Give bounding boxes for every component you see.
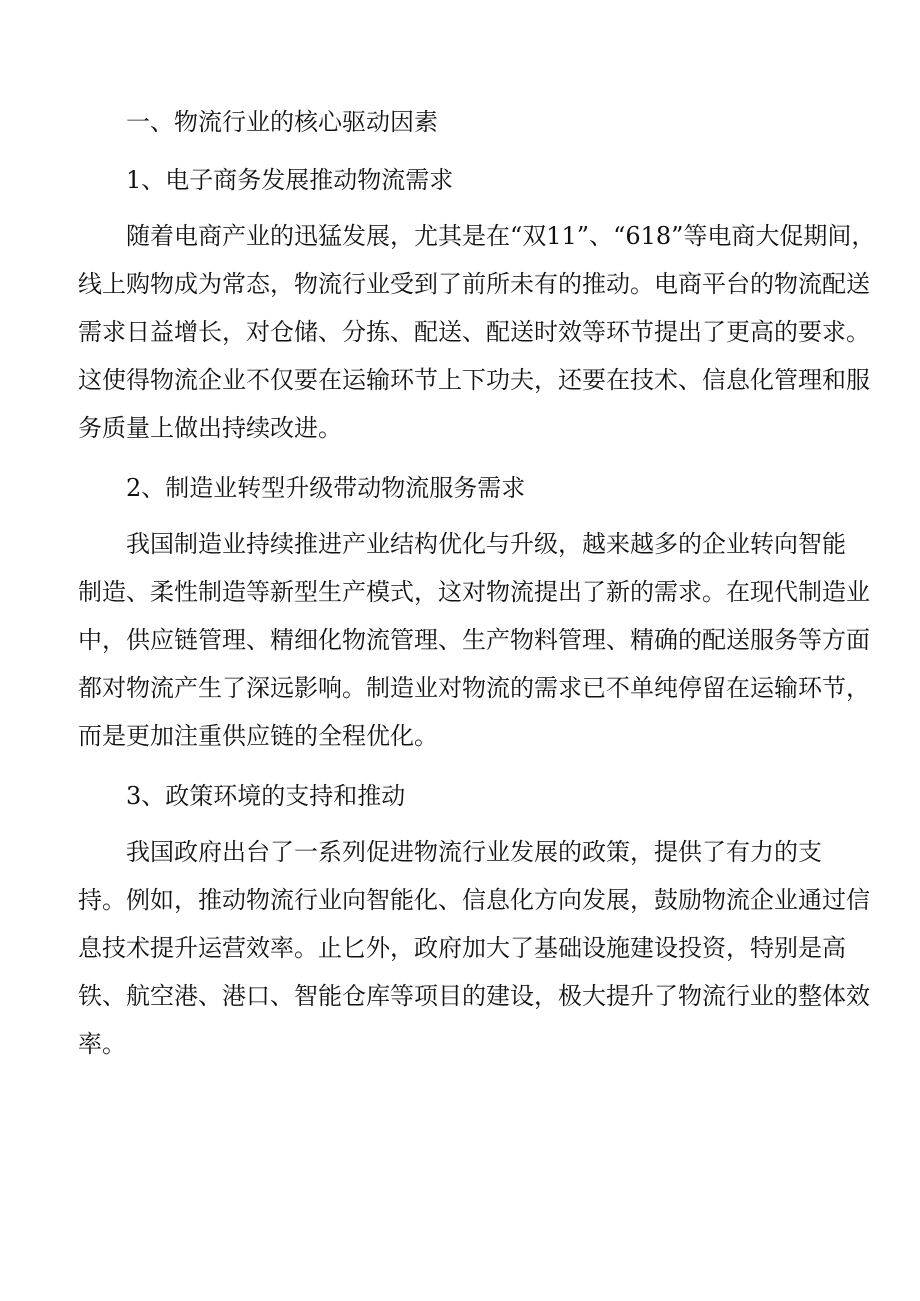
paragraph-line: 都对物流产生了深远影响。制造业对物流的需求已不单纯停留在运输环节， bbox=[78, 674, 870, 702]
paragraph-line: 我国政府出台了一系列促进物流行业发展的政策，提供了有力的支 bbox=[126, 838, 822, 866]
paragraph-line: 我国制造业持续推进产业结构优化与升级，越来越多的企业转向智能 bbox=[126, 530, 846, 558]
paragraph-line: 这使得物流企业不仅要在运输环节上下功夫，还要在技术、信息化管理和服 bbox=[78, 366, 870, 394]
document-body bbox=[78, 98, 876, 1080]
paragraph-line: 线上购物成为常态，物流行业受到了前所未有的推动。电商平台的物流配送 bbox=[78, 270, 870, 298]
paragraph-line: 率。 bbox=[78, 1030, 126, 1058]
section-paragraph-2 bbox=[78, 520, 870, 760]
section-paragraph-3 bbox=[78, 828, 870, 1068]
paragraph-line: 而是更加注重供应链的全程优化。 bbox=[78, 722, 438, 750]
paragraph-line: 中，供应链管理、精细化物流管理、生产物料管理、精确的配送服务等方面 bbox=[78, 626, 870, 654]
section-heading-3: 3、政策环境的支持和推动 bbox=[126, 782, 406, 810]
section-paragraph-1 bbox=[78, 212, 876, 452]
paragraph-line: 制造、柔性制造等新型生产模式，这对物流提出了新的需求。在现代制造业 bbox=[78, 578, 870, 606]
paragraph-line: 息技术提升运营效率。止匕外，政府加大了基础设施建设投资，特别是高 bbox=[78, 934, 846, 962]
paragraph-line: 务质量上做出持续改进。 bbox=[78, 414, 342, 442]
document-title: 一、物流行业的核心驱动因素 bbox=[126, 108, 438, 136]
paragraph-line: 持。例如，推动物流行业向智能化、信息化方向发展，鼓励物流企业通过信 bbox=[78, 886, 870, 914]
paragraph-line: 随着电商产业的迅猛发展，尤其是在“双11”、“618”等电商大促期间， bbox=[126, 222, 876, 250]
section-heading-1: 1、电子商务发展推动物流需求 bbox=[126, 166, 454, 194]
paragraph-line: 需求日益增长，对仓储、分拣、配送、配送时效等环节提出了更高的要求。 bbox=[78, 318, 870, 346]
paragraph-line: 铁、航空港、港口、智能仓库等项目的建设，极大提升了物流行业的整体效 bbox=[78, 982, 870, 1010]
section-heading-2: 2、制造业转型升级带动物流服务需求 bbox=[126, 474, 526, 502]
